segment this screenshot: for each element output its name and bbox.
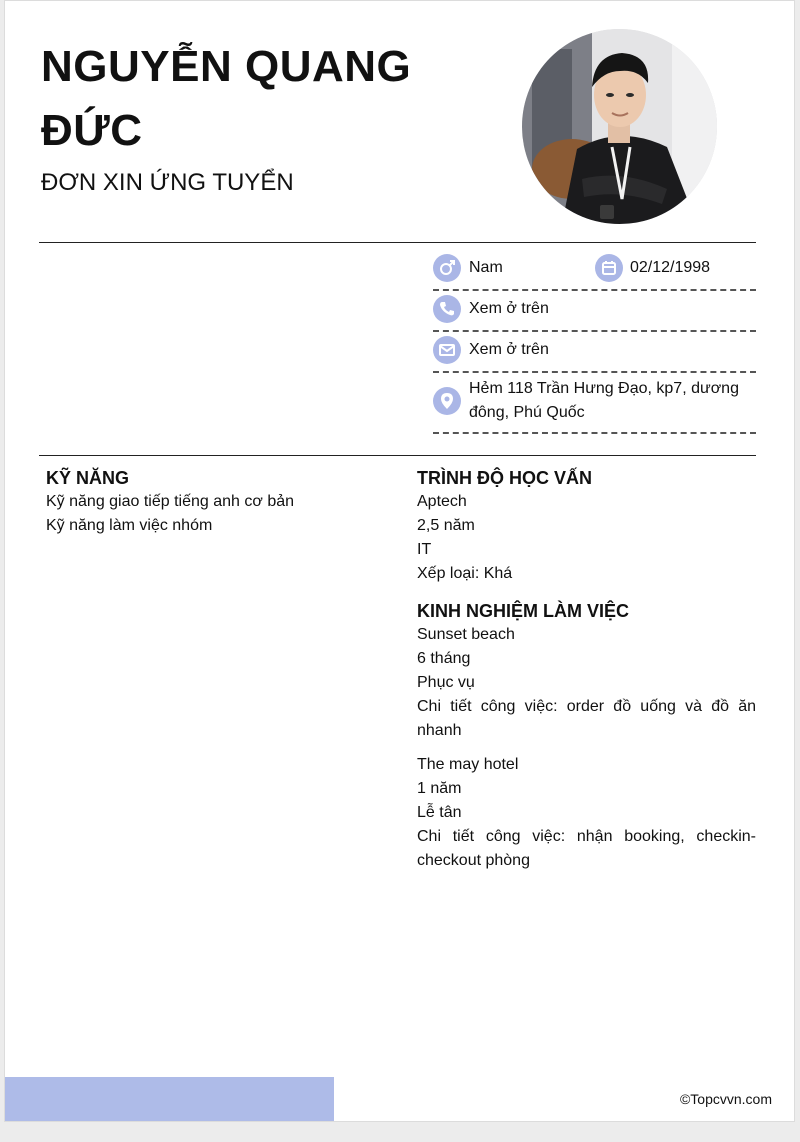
job-position: Lễ tân <box>417 804 462 821</box>
cv-page <box>4 0 795 1122</box>
candidate-name: NGUYỄN QUANG ĐỨC <box>41 42 412 155</box>
section-divider <box>39 455 756 456</box>
gender-icon <box>433 254 461 282</box>
document-title: ĐƠN XIN ỨNG TUYỂN <box>41 169 294 196</box>
job-duration: 6 tháng <box>417 650 471 667</box>
education-major: IT <box>417 541 432 558</box>
skill-item: Kỹ năng giao tiếp tiếng anh cơ bản <box>46 493 295 510</box>
address-value: Hẻm 118 Trần Hưng Đạo, kp7, dương đông, Phú Quốc <box>469 380 739 421</box>
job-company: Sunset beach <box>417 626 515 643</box>
contact-row-phone <box>433 291 756 332</box>
experience-heading: KINH NGHIỆM LÀM VIỆC <box>417 601 630 621</box>
job-duration: 1 năm <box>417 780 462 797</box>
contact-row-address <box>433 373 756 434</box>
profile-photo <box>522 29 717 224</box>
education-heading: TRÌNH ĐỘ HỌC VẤN <box>417 468 592 488</box>
job-detail: Chi tiết công việc: order đồ uống và đồ ăn nhanh <box>417 698 756 739</box>
footer-accent-bar <box>5 1077 334 1122</box>
job-position: Phục vụ <box>417 674 475 691</box>
job-detail: Chi tiết công việc: nhận booking, checkin-checkout phòng <box>417 828 756 869</box>
email-value: Xem ở trên <box>469 341 549 358</box>
education-school: Aptech <box>417 493 467 510</box>
skill-item: Kỹ năng làm việc nhóm <box>46 517 213 534</box>
education-duration: 2,5 năm <box>417 517 475 534</box>
phone-value: Xem ở trên <box>469 300 549 317</box>
contact-row-gender-birthday <box>433 251 756 291</box>
job-company: The may hotel <box>417 756 519 773</box>
phone-icon <box>433 295 461 323</box>
gender-value: Nam <box>469 259 503 276</box>
birthday-value: 02/12/1998 <box>630 259 711 276</box>
location-icon <box>433 387 461 415</box>
skills-heading: KỸ NĂNG <box>46 468 130 488</box>
copyright-text: ©Topcvvn.com <box>679 1091 772 1107</box>
contact-row-email <box>433 332 756 373</box>
header-divider <box>39 242 756 243</box>
email-icon <box>433 336 461 364</box>
calendar-icon <box>595 254 623 282</box>
education-grade: Xếp loại: Khá <box>417 565 513 582</box>
